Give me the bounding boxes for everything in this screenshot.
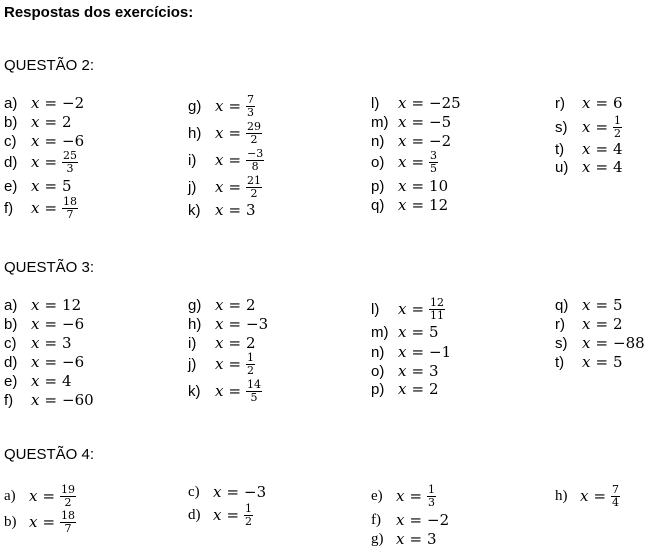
answer-label: o) bbox=[371, 362, 385, 380]
answer-expression: x = 3 bbox=[31, 334, 72, 352]
question-heading: QUESTÃO 2: bbox=[4, 57, 95, 74]
answer-item bbox=[371, 295, 445, 322]
fraction-denominator: 2 bbox=[245, 514, 253, 528]
answer-label: b) bbox=[4, 513, 17, 530]
fraction bbox=[60, 482, 76, 509]
answer-label: j) bbox=[188, 178, 197, 196]
answer-value: 3 bbox=[62, 334, 72, 352]
answer-item bbox=[188, 201, 256, 219]
answer-value: −3 bbox=[244, 483, 267, 501]
answer-expression: x = $\frac{19}{2}$ bbox=[29, 482, 76, 509]
answer-label: h) bbox=[555, 487, 568, 504]
answer-label: s) bbox=[555, 334, 568, 352]
answer-value: 2 bbox=[429, 380, 439, 398]
answer-label: g) bbox=[371, 530, 384, 547]
fraction-numerator: 25 bbox=[63, 148, 78, 162]
answer-label: a) bbox=[4, 94, 18, 112]
fraction-denominator: 11 bbox=[430, 308, 445, 322]
answer-label: t) bbox=[555, 353, 565, 371]
answer-value: −5 bbox=[429, 113, 452, 131]
page-title: Respostas dos exercícios: bbox=[4, 4, 194, 21]
answer-label: f) bbox=[4, 391, 14, 409]
answer-item bbox=[555, 334, 645, 352]
fraction bbox=[246, 377, 262, 404]
answer-value: 4 bbox=[613, 140, 623, 158]
answer-value: 3 bbox=[246, 201, 256, 219]
answer-value: 3 bbox=[429, 362, 439, 380]
answer-value: −60 bbox=[62, 391, 94, 409]
answer-expression: x = $\frac{1}{2}$ bbox=[213, 501, 253, 528]
fraction bbox=[246, 92, 255, 119]
answer-label: d) bbox=[188, 506, 201, 523]
answer-expression: x = 5 bbox=[398, 323, 439, 341]
answer-item bbox=[4, 296, 81, 314]
answer-expression: x = 3 bbox=[398, 362, 439, 380]
answer-label: c) bbox=[4, 132, 17, 150]
answer-expression: x = −2 bbox=[31, 94, 85, 112]
answer-expression: x = $\frac{1}{3}$ bbox=[396, 482, 436, 509]
answer-expression: x = $\frac{-3}{8}$ bbox=[215, 146, 264, 173]
answer-label: q) bbox=[555, 296, 569, 314]
answer-item bbox=[188, 119, 262, 146]
answer-label: h) bbox=[188, 315, 202, 333]
answer-label: p) bbox=[371, 380, 385, 398]
fraction bbox=[429, 295, 445, 322]
answer-value: 4 bbox=[62, 372, 72, 390]
answer-expression: x = 3 bbox=[215, 201, 256, 219]
answer-value: 4 bbox=[613, 158, 623, 176]
answer-item bbox=[371, 343, 451, 361]
answer-label: s) bbox=[555, 118, 568, 136]
fraction-denominator: 2 bbox=[250, 132, 258, 146]
answer-value: 5 bbox=[613, 353, 623, 371]
answer-value: 12 bbox=[429, 196, 449, 214]
fraction bbox=[427, 482, 436, 509]
answer-label: i) bbox=[188, 334, 197, 352]
answer-expression: x = −60 bbox=[31, 391, 94, 409]
answer-expression: x = $\frac{7}{4}$ bbox=[580, 482, 620, 509]
answer-item bbox=[4, 113, 72, 131]
fraction-numerator: 7 bbox=[612, 482, 620, 496]
answer-value: −2 bbox=[62, 94, 85, 112]
answer-item bbox=[371, 132, 451, 150]
answer-label: b) bbox=[4, 113, 18, 131]
answer-label: a) bbox=[4, 487, 16, 504]
fraction-denominator: 2 bbox=[250, 186, 258, 200]
answer-expression: x = 2 bbox=[398, 380, 439, 398]
answer-label: c) bbox=[4, 334, 17, 352]
answer-label: u) bbox=[555, 158, 569, 176]
answer-item bbox=[188, 377, 262, 404]
answer-expression: x = $\frac{12}{11}$ bbox=[398, 295, 445, 322]
answer-value: 5 bbox=[613, 296, 623, 314]
answer-label: h) bbox=[188, 124, 202, 142]
answer-label: p) bbox=[371, 177, 385, 195]
fraction bbox=[246, 173, 262, 200]
answer-label: q) bbox=[371, 196, 385, 214]
answer-expression: x = 12 bbox=[398, 196, 449, 214]
fraction-numerator: 1 bbox=[614, 113, 622, 127]
answer-expression: x = −6 bbox=[31, 315, 85, 333]
answer-value: 2 bbox=[613, 315, 623, 333]
fraction-numerator: −3 bbox=[247, 146, 264, 160]
fraction-numerator: 1 bbox=[245, 501, 253, 515]
answer-expression: x = $\frac{25}{3}$ bbox=[31, 148, 78, 175]
answer-label: n) bbox=[371, 132, 385, 150]
answer-item bbox=[371, 482, 436, 509]
fraction bbox=[62, 148, 78, 175]
answer-item bbox=[188, 296, 256, 314]
answer-item bbox=[188, 350, 255, 377]
fraction bbox=[60, 508, 76, 535]
fraction-numerator: 14 bbox=[247, 377, 262, 391]
answer-item bbox=[4, 148, 78, 175]
answer-label: f) bbox=[4, 199, 14, 217]
fraction-denominator: 2 bbox=[614, 126, 622, 140]
answer-item bbox=[4, 132, 84, 150]
answer-item bbox=[188, 334, 256, 352]
answer-expression: x = 5 bbox=[582, 353, 623, 371]
answer-expression: x = −25 bbox=[398, 94, 461, 112]
answer-value: −2 bbox=[427, 511, 450, 529]
fraction-numerator: 7 bbox=[247, 92, 255, 106]
answer-value: −1 bbox=[429, 343, 452, 361]
answer-label: t) bbox=[555, 140, 565, 158]
answer-label: m) bbox=[371, 113, 389, 131]
answer-item bbox=[555, 140, 623, 158]
answer-expression: x = 2 bbox=[582, 315, 623, 333]
answer-item bbox=[371, 362, 439, 380]
answer-expression: x = $\frac{1}{2}$ bbox=[215, 350, 255, 377]
answer-value: 5 bbox=[429, 323, 439, 341]
answer-expression: x = −6 bbox=[31, 132, 85, 150]
answer-expression: x = $\frac{21}{2}$ bbox=[215, 173, 262, 200]
fraction-numerator: 12 bbox=[430, 295, 445, 309]
answer-expression: x = 6 bbox=[582, 94, 623, 112]
answer-expression: x = 2 bbox=[215, 334, 256, 352]
answer-item bbox=[4, 315, 84, 333]
answer-label: d) bbox=[4, 353, 18, 371]
answer-label: r) bbox=[555, 94, 565, 112]
answer-label: g) bbox=[188, 296, 202, 314]
answer-value: 10 bbox=[429, 177, 449, 195]
answer-item bbox=[371, 148, 438, 175]
answer-expression: x = −5 bbox=[398, 113, 452, 131]
fraction-denominator: 3 bbox=[247, 105, 255, 119]
answer-expression: x = −1 bbox=[398, 343, 452, 361]
question-heading: QUESTÃO 4: bbox=[4, 446, 95, 463]
answer-expression: x = $\frac{18}{7}$ bbox=[31, 194, 78, 221]
answer-value: −6 bbox=[62, 315, 85, 333]
fraction-numerator: 1 bbox=[428, 482, 436, 496]
answer-value: 2 bbox=[246, 296, 256, 314]
answer-value: −6 bbox=[62, 132, 85, 150]
answer-item bbox=[4, 372, 72, 390]
answer-value: 2 bbox=[246, 334, 256, 352]
fraction-denominator: 7 bbox=[64, 521, 72, 535]
answer-item bbox=[4, 353, 84, 371]
answer-label: m) bbox=[371, 323, 389, 341]
fraction-numerator: 29 bbox=[247, 119, 262, 133]
fraction-denominator: 7 bbox=[66, 207, 74, 221]
fraction-denominator: 2 bbox=[247, 363, 255, 377]
answer-expression: x = $\frac{18}{7}$ bbox=[29, 508, 76, 535]
answer-expression: x = $\frac{7}{3}$ bbox=[215, 92, 255, 119]
answer-item bbox=[188, 501, 253, 528]
answer-label: b) bbox=[4, 315, 18, 333]
answer-value: −3 bbox=[246, 315, 269, 333]
fraction-denominator: 8 bbox=[251, 159, 259, 173]
answer-value: −25 bbox=[429, 94, 461, 112]
answer-expression: x = $\frac{3}{5}$ bbox=[398, 148, 438, 175]
answer-item bbox=[4, 391, 94, 409]
answer-expression: x = −2 bbox=[398, 132, 452, 150]
answer-label: l) bbox=[371, 300, 380, 318]
answer-label: k) bbox=[188, 382, 201, 400]
answer-item bbox=[188, 483, 266, 501]
answer-expression: x = 3 bbox=[396, 530, 437, 548]
fraction-numerator: 18 bbox=[63, 194, 78, 208]
fraction-numerator: 18 bbox=[61, 508, 76, 522]
answer-label: n) bbox=[371, 343, 385, 361]
fraction-denominator: 2 bbox=[64, 495, 72, 509]
fraction bbox=[246, 146, 264, 173]
answer-value: 2 bbox=[62, 113, 72, 131]
fraction-numerator: 21 bbox=[247, 173, 262, 187]
answer-expression: x = 4 bbox=[582, 140, 623, 158]
answer-item bbox=[188, 92, 255, 119]
fraction bbox=[244, 501, 253, 528]
answer-item bbox=[371, 177, 448, 195]
fraction-denominator: 3 bbox=[66, 161, 74, 175]
answer-label: e) bbox=[4, 372, 18, 390]
fraction bbox=[246, 119, 262, 146]
fraction bbox=[611, 482, 620, 509]
answer-item bbox=[188, 146, 264, 173]
answer-label: l) bbox=[371, 94, 380, 112]
answer-item bbox=[371, 196, 448, 214]
answer-label: a) bbox=[4, 296, 18, 314]
answer-expression: x = 2 bbox=[215, 296, 256, 314]
answer-item bbox=[4, 94, 84, 112]
answer-label: d) bbox=[4, 153, 18, 171]
answer-item bbox=[371, 380, 439, 398]
answer-item bbox=[555, 113, 622, 140]
fraction bbox=[613, 113, 622, 140]
fraction-denominator: 5 bbox=[250, 390, 258, 404]
answer-item bbox=[4, 334, 72, 352]
answer-value: −2 bbox=[429, 132, 452, 150]
answer-item bbox=[188, 315, 268, 333]
answer-value: 5 bbox=[62, 177, 72, 195]
answer-item bbox=[4, 508, 76, 535]
answer-expression: x = −6 bbox=[31, 353, 85, 371]
answer-expression: x = 10 bbox=[398, 177, 449, 195]
answer-item bbox=[555, 94, 623, 112]
fraction bbox=[429, 148, 438, 175]
answer-label: c) bbox=[188, 483, 200, 500]
answer-label: i) bbox=[188, 151, 197, 169]
answer-item bbox=[555, 353, 623, 371]
fraction-denominator: 4 bbox=[612, 495, 620, 509]
fraction-denominator: 5 bbox=[430, 161, 438, 175]
answer-label: r) bbox=[555, 315, 565, 333]
answer-value: 3 bbox=[427, 530, 437, 548]
answer-value: −6 bbox=[62, 353, 85, 371]
answer-item bbox=[555, 158, 623, 176]
answer-expression: x = −3 bbox=[215, 315, 269, 333]
answer-value: 12 bbox=[62, 296, 82, 314]
answer-expression: x = −2 bbox=[396, 511, 450, 529]
fraction-denominator: 3 bbox=[428, 495, 436, 509]
answer-expression: x = 5 bbox=[582, 296, 623, 314]
answer-item bbox=[555, 296, 623, 314]
answer-item bbox=[371, 94, 461, 112]
question-heading: QUESTÃO 3: bbox=[4, 259, 95, 276]
answer-label: e) bbox=[4, 177, 18, 195]
answer-item bbox=[4, 194, 78, 221]
fraction-numerator: 1 bbox=[247, 350, 255, 364]
answer-expression: x = $\frac{1}{2}$ bbox=[582, 113, 622, 140]
answer-value: −88 bbox=[613, 334, 645, 352]
answer-value: 6 bbox=[613, 94, 623, 112]
answer-expression: x = 4 bbox=[31, 372, 72, 390]
answer-expression: x = 2 bbox=[31, 113, 72, 131]
answer-item bbox=[188, 173, 262, 200]
answer-expression: x = −3 bbox=[213, 483, 267, 501]
answer-label: g) bbox=[188, 97, 202, 115]
fraction bbox=[246, 350, 255, 377]
fraction-numerator: 19 bbox=[61, 482, 76, 496]
answer-label: e) bbox=[371, 487, 383, 504]
answer-item bbox=[371, 530, 437, 548]
answer-label: f) bbox=[371, 511, 381, 528]
answer-item bbox=[555, 315, 623, 333]
answer-expression: x = $\frac{29}{2}$ bbox=[215, 119, 262, 146]
answer-item bbox=[4, 177, 72, 195]
fraction-numerator: 3 bbox=[430, 148, 438, 162]
answer-expression: x = 4 bbox=[582, 158, 623, 176]
answer-item bbox=[4, 482, 76, 509]
answer-expression: x = $\frac{14}{5}$ bbox=[215, 377, 262, 404]
answer-item bbox=[371, 113, 451, 131]
answer-item bbox=[371, 323, 439, 341]
answer-expression: x = 5 bbox=[31, 177, 72, 195]
answer-label: o) bbox=[371, 153, 385, 171]
answer-item bbox=[555, 482, 620, 509]
answer-item bbox=[371, 511, 449, 529]
fraction bbox=[62, 194, 78, 221]
answer-label: j) bbox=[188, 355, 197, 373]
answer-label: k) bbox=[188, 201, 201, 219]
answer-expression: x = 12 bbox=[31, 296, 82, 314]
answer-expression: x = −88 bbox=[582, 334, 645, 352]
